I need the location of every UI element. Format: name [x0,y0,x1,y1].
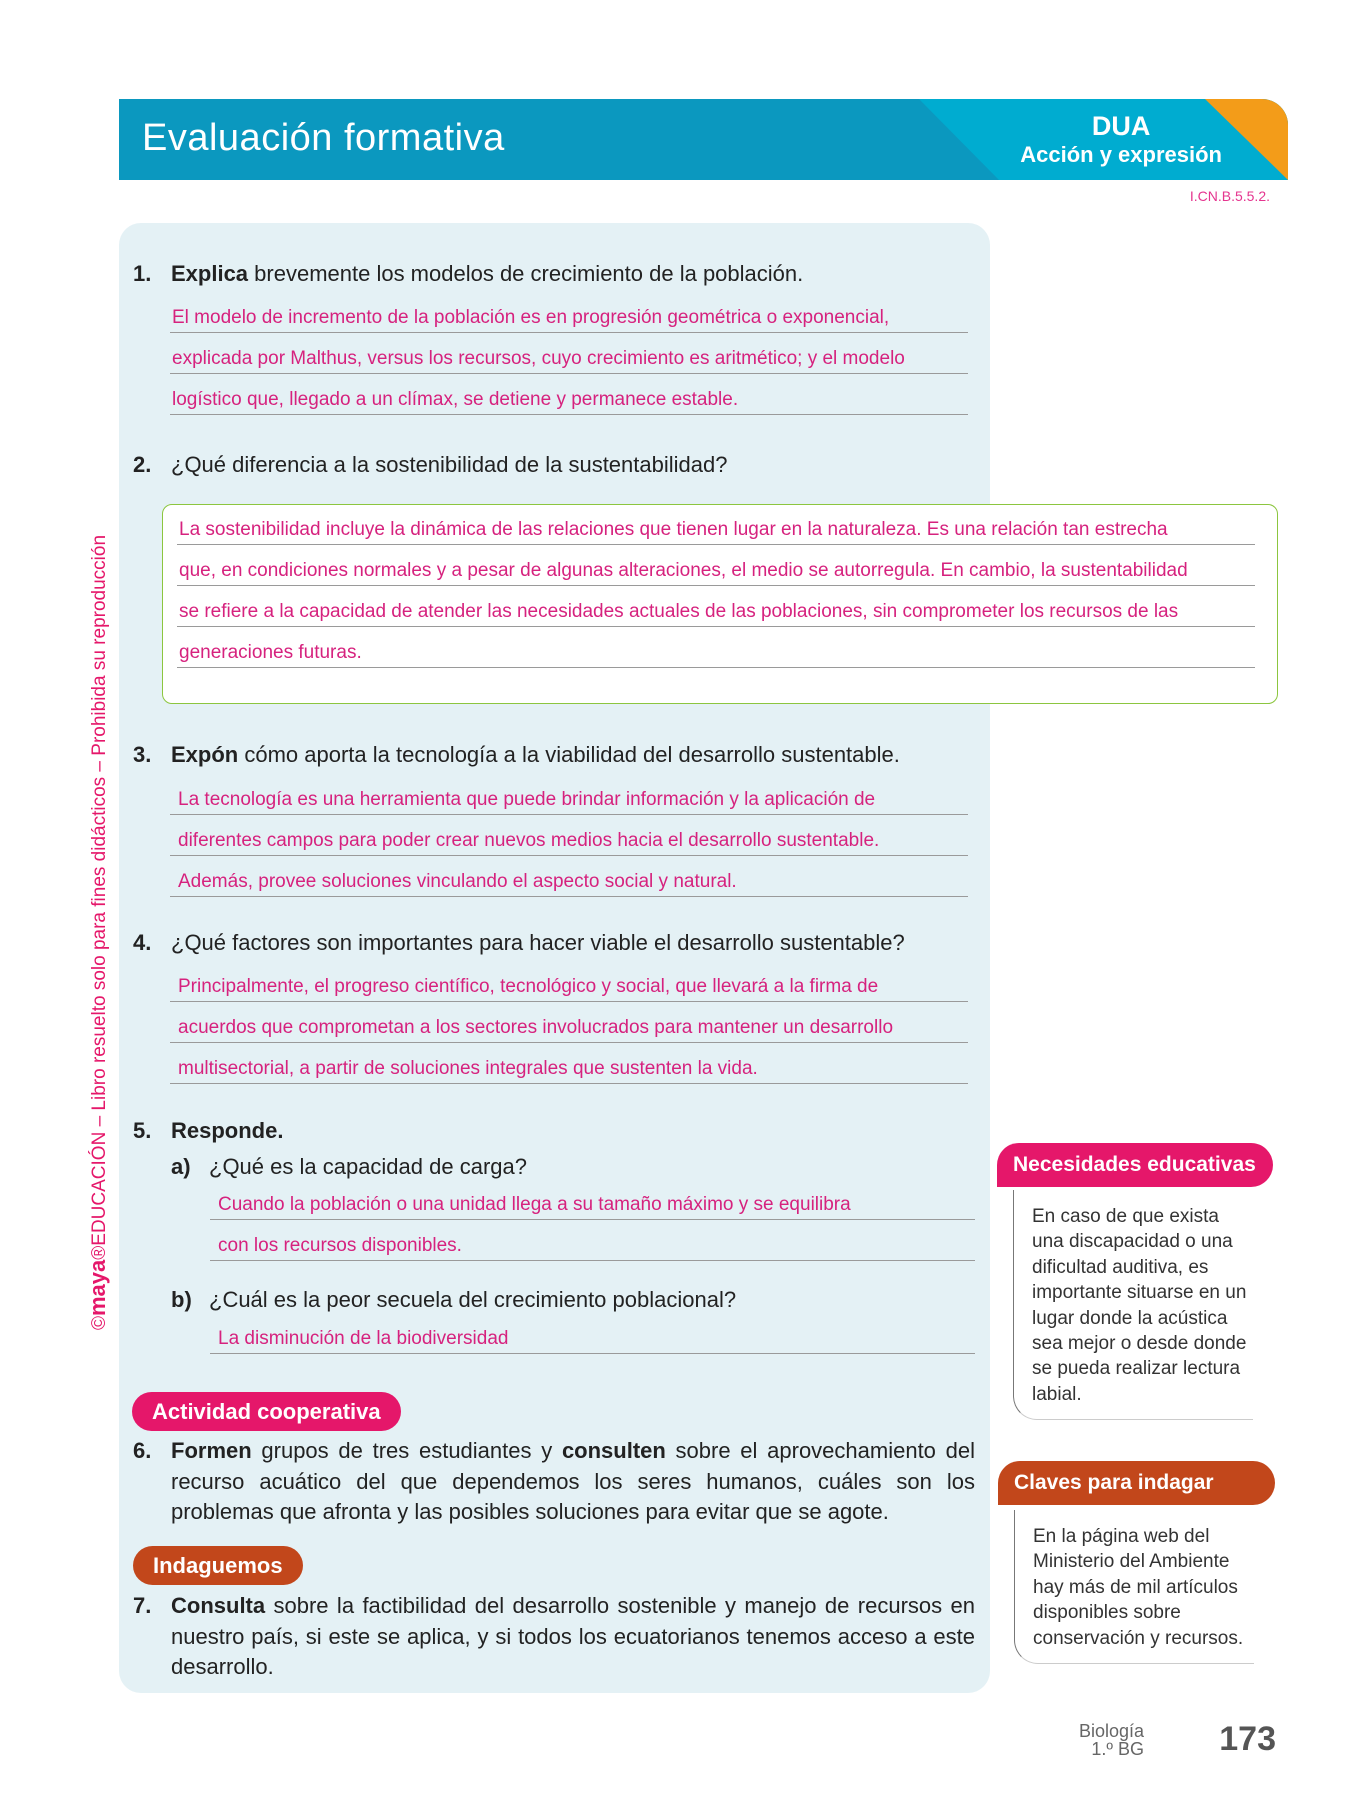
question-text: ¿Qué es la capacidad de carga? [209,1154,527,1179]
question-5a [171,1154,527,1180]
question-6 [133,1436,975,1528]
answer-line: Cuando la población o una unidad llega a su tamaño máximo y se equilibra [210,1193,975,1220]
claves-para-indagar-body: En la página web del Ministerio del Ambiente hay más de mil artículos disponibles sobre conservación y recursos. [1014,1510,1254,1664]
brand-logo: maya [85,1259,110,1316]
answer-line: La disminución de la biodiversidad [210,1327,975,1354]
page-number: 173 [1219,1720,1276,1758]
section-header [119,99,1288,180]
question-number: 5. [133,1118,152,1143]
question-text: ¿Qué diferencia a la sostenibilidad de la sustentabilidad? [171,452,728,477]
copyright-symbol: © [89,1316,110,1330]
answer-line: explicada por Malthus, versus los recursos, cuyo crecimiento es aritmético; y el modelo [170,347,968,374]
answer-line: La tecnología es una herramienta que puede brindar información y la aplicación de [170,788,968,815]
question-verb: Responde. [171,1118,284,1143]
tag-actividad-cooperativa: Actividad cooperativa [132,1392,401,1431]
question-2 [133,452,727,478]
question-number: 6. [133,1438,152,1463]
grade-level: 1.º BG [1091,1739,1144,1759]
question-text: ¿Cuál es la peor secuela del crecimiento poblacional? [209,1287,737,1312]
copyright-notice [85,535,111,1330]
question-number: 1. [133,261,152,286]
answer-line: se refiere a la capacidad de atender las necesidades actuales de las poblaciones, sin comprometer los recursos de las [177,600,1255,627]
copyright-text: ®EDUCACIÓN – Libro resuelto solo para fines didácticos – Prohibida su reproducción [89,534,110,1260]
necesidades-educativas-title: Necesidades educativas [997,1143,1273,1187]
footer-subject [1079,1722,1144,1758]
question-5 [133,1118,283,1144]
answer-line: multisectorial, a partir de soluciones integrales que sustenten la vida. [170,1057,968,1084]
question-verb: consulten [561,1438,666,1463]
answer-line: logístico que, llegado a un clímax, se detiene y permanece estable. [170,388,968,415]
question-text: ¿Qué factores son importantes para hacer viable el desarrollo sustentable? [171,930,905,955]
question-text: cómo aporta la tecnología a la viabilidad del desarrollo sustentable. [238,742,900,767]
necesidades-educativas-body: En caso de que exista una discapacidad o una dificultad auditiva, es importante situarse en un lugar donde la acústica sea mejor o desde donde se pueda realizar lectura labial. [1013,1190,1253,1420]
answer-line: que, en condiciones normales y a pesar de algunas alteraciones, el medio se autorregula. En cambio, la sustentabilidad [177,559,1255,586]
claves-para-indagar-title: Claves para indagar [998,1461,1275,1505]
question-1 [133,261,803,287]
answer-line: Además, provee soluciones vinculando el aspecto social y natural. [170,870,968,897]
question-number: 4. [133,930,152,955]
answer-line: El modelo de incremento de la población es en progresión geométrica o exponencial, [170,306,968,333]
question-3 [133,742,900,768]
question-4 [133,930,905,956]
dua-subtitle: Acción y expresión [1020,142,1222,167]
answer-line: generaciones futuras. [177,641,1255,668]
sub-question-label: a) [171,1154,191,1179]
subject-name: Biología [1078,1721,1144,1741]
answer-line: La sostenibilidad incluye la dinámica de las relaciones que tienen lugar en la naturaleza. Es una relación tan estrecha [177,518,1255,545]
question-number: 2. [133,452,152,477]
question-verb: Explica [171,261,249,286]
question-7 [133,1591,975,1683]
question-number: 7. [133,1593,152,1618]
question-verb: Formen [171,1438,252,1463]
question-5b [171,1287,736,1313]
question-number: 3. [133,742,152,767]
answer-line: diferentes campos para poder crear nuevos medios hacia el desarrollo sustentable. [170,829,968,856]
answer-line: acuerdos que comprometan a los sectores involucrados para mantener un desarrollo [170,1016,968,1043]
question-text: sobre la factibilidad del desarrollo sostenible y manejo de recursos en nuestro país, si este se aplica, y si todos los ecuatorianos tenemos acceso a este desarrollo. [171,1593,975,1679]
dua-title: DUA [1091,111,1151,141]
answer-line: Principalmente, el progreso científico, tecnológico y social, que llevará a la firma de [170,975,968,1002]
question-verb: Expón [171,742,239,767]
question-text: brevemente los modelos de crecimiento de la población. [248,261,804,286]
tag-indaguemos: Indaguemos [133,1546,303,1585]
question-verb: Consulta [171,1593,266,1618]
question-text: sobre el aprovechamiento del recurso acuático del que dependemos los seres humanos, cuáles son los problemas que afronta y las posibles soluciones para evitar que se agote. [171,1438,975,1524]
sub-question-label: b) [171,1287,192,1312]
indicator-code: I.CN.B.5.5.2. [1189,188,1270,204]
question-text: grupos de tres estudiantes y [251,1438,562,1463]
answer-line: con los recursos disponibles. [210,1234,975,1261]
page-title: Evaluación formativa [142,117,505,159]
dua-label [1020,111,1222,169]
